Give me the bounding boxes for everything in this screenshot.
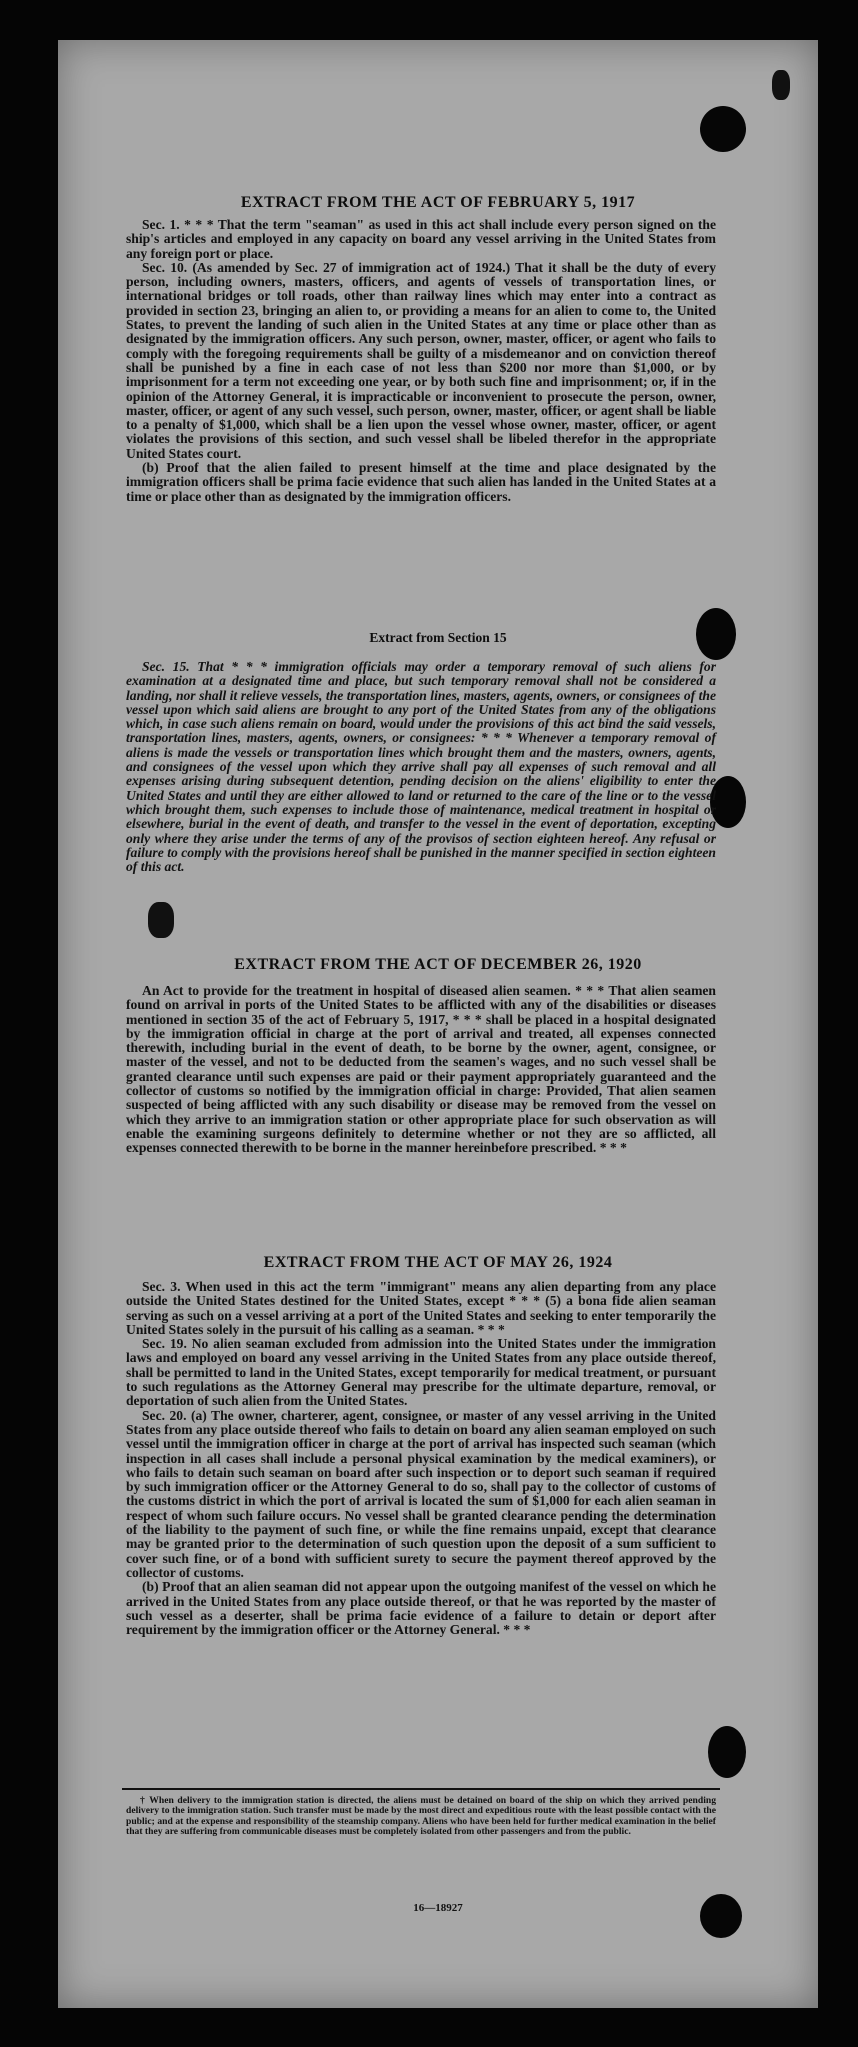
footnote: † When delivery to the immigration station is directed, the aliens must be detained on board of the ship on which they arrived pending delivery to the immigration station. Such transfer must be made by the most direct and expeditious route with the least possible contact with the public; and at the expense and responsibility of the steamship company. Aliens who have been held for further medical examination in the belief that they are suffering from communicable diseases must be completely isolated from other passengers and from the public. — [126, 1795, 716, 1837]
sec-3-paragraph: Sec. 3. When used in this act the term "immigrant" means any alien departing from any place outside the United States destined for the United States, except * * * (5) a bona fide alien seaman serving as such on a vessel arriving at a port of the United States and seeking to enter temporarily the United States solely in the pursuit of his calling as a seaman. * * * — [126, 1279, 716, 1337]
heading-act-1924: EXTRACT FROM THE ACT OF MAY 26, 1924 — [263, 1254, 613, 1271]
ink-smudge — [772, 70, 790, 100]
act-1920-text — [126, 984, 716, 1156]
punch-hole — [700, 106, 746, 152]
punch-hole — [708, 1726, 746, 1778]
sec-15-paragraph: Sec. 15. That * * * immigration officials may order a temporary removal of such aliens for examination at a designated time and place, but such temporary removal shall not be considered a landing, nor shall it relieve vessels, the transportation lines, masters, agents, owners, or consignees of the vessel upon which said aliens are brought to any port of the United States from any of the obligations which, in case such aliens remain on board, would under the provisions of this act bind the said vessels, transportation lines, masters, agents, owners, or consignees: * * * Whenever a temporary removal of aliens is made the vessels or transportation lines which brought them and the masters, owners, agents, and consignees of the vessel upon which they arrive shall pay all expenses of such removal and all expenses arising during subsequent detention, pending decision on the aliens' eligibility to enter the United States and until they are either allowed to land or returned to the care of the line or to the vessel which brought them, such expenses to include those of maintenance, medical treatment in hospital or elsewhere, burial in the event of death, and transfer to the vessel in the event of deportation, excepting only where they arise under the terms of any of the provisos of section eighteen hereof. Any refusal or failure to comply with the provisions hereof shall be punished in the manner specified in section eighteen of this act. — [126, 659, 716, 875]
heading-act-1920: EXTRACT FROM THE ACT OF DECEMBER 26, 1920 — [234, 956, 642, 973]
bleed-through-mark — [108, 124, 118, 168]
ink-smudge — [148, 902, 174, 938]
heading-act-1917: EXTRACT FROM THE ACT OF FEBRUARY 5, 1917 — [240, 194, 636, 211]
sec-10-paragraph: Sec. 10. (As amended by Sec. 27 of immigration act of 1924.) That it shall be the duty of every person, including owners, masters, officers, and agents of vessels of transportation lines, or international bridges or toll roads, other than railway lines which may enter into a contract as provided in section 23, bringing an alien to, or providing a means for an alien to come to, the United States, to prevent the landing of such alien in the United States at any time or place other than as designated by the immigration officers. Any such person, owner, master, officer, or agent who fails to comply with the foregoing requirements shall be guilty of a misdemeanor and on conviction thereof shall be punished by a fine in each case of not less than $200 nor more than $1,000, or by imprisonment for a term not exceeding one year, or by both such fine and imprisonment; or, if in the opinion of the Attorney General, it is impracticable or inconvenient to prosecute the person, owner, master, officer, or agent of any such vessel, such person, owner, master, officer, or agent shall be liable to a penalty of $1,000, which shall be a lien upon the vessel whose owner, master, officer, or agent violates the provisions of this section, and such vessel shall be libeled therefor in the appropriate United States court. — [126, 259, 716, 461]
section-15-text — [126, 660, 716, 874]
punch-hole — [700, 1894, 742, 1938]
act-1917-text — [126, 218, 716, 504]
proof-paragraph: (b) Proof that the alien failed to present himself at the time and place designated by the immigration officers shall be prima facie evidence that such alien has landed in the United States at a time or place other than as designated by the immigration officers. — [126, 460, 716, 504]
act-1920-paragraph: An Act to provide for the treatment in hospital of diseased alien seamen. * * * That alien seamen found on arrival in ports of the United States to be afflicted with any of the disabilities or diseases mentioned in section 35 of the act of February 5, 1917, * * * shall be placed in a hospital designated by the immigration official in charge at the port of arrival and treated, all expenses connected therewith, including burial in the event of death, to be borne by the owner, agent, consignee, or master of the vessel, and not to be deducted from the seamen's wages, and no such vessel shall be granted clearance until such expenses are paid or their payment appropriately guaranteed and the collector of customs so notified by the immigration official in charge: Provided, That alien seamen suspected of being afflicted with any such disability or disease may be removed from the vessel on which they arrive to an immigration station or other appropriate place for such observation as will enable the examining surgeons definitely to determine whether or not they are so afflicted, all expenses connected therewith to be borne in the manner hereinbefore prescribed. * * * — [126, 983, 716, 1156]
sec-19-paragraph: Sec. 19. No alien seaman excluded from admission into the United States under the immigration laws and employed on board any vessel arriving in the United States from any place outside thereof, shall be permitted to land in the United States, except temporarily for medical treatment, or pursuant to such regulations as the Attorney General may prescribe for the ultimate departure, removal, or deportation of such alien from the United States. — [126, 1336, 716, 1409]
sec-20-paragraph: Sec. 20. (a) The owner, charterer, agent, consignee, or master of any vessel arriving in the United States from any place outside thereof who fails to detain on board any alien seaman employed on such vessel until the immigration officer in charge at the port of arrival has inspected such seaman (which inspection in all cases shall include a personal physical examination by the medical examiners), or who fails to detain such seaman on board after such inspection or to deport such seaman if required by such immigration officer or the Attorney General to do so, shall pay to the collector of customs of the customs district in which the port of arrival is located the sum of $1,000 for each alien seaman in respect of whom such failure occurs. No vessel shall be granted clearance pending the determination of the liability to the payment of such fine, or while the fine remains unpaid, except that clearance may be granted prior to the determination of such question upon the deposit of a sum sufficient to cover such fine, or of a bond with sufficient surety to secure the payment thereof approved by the collector of customs. — [126, 1407, 716, 1580]
sec-1-paragraph: Sec. 1. * * * That the term "seaman" as used in this act shall include every person signed on the ship's articles and employed in any capacity on board any vessel arriving in the United States from any foreign port or place. — [126, 217, 716, 261]
footnote-divider — [122, 1788, 720, 1790]
sec-20-b-paragraph: (b) Proof that an alien seaman did not appear upon the outgoing manifest of the vessel on which he arrived in the United States from any place outside thereof, or that he was reported by the master of such vessel as a deserter, shall be prima facie evidence of a failure to detain or deport after requirement by the immigration officer or the Attorney General. * * * — [126, 1579, 716, 1638]
heading-section-15: Extract from Section 15 — [369, 630, 507, 645]
print-code: 16—18927 — [413, 1902, 463, 1914]
act-1924-text — [126, 1280, 716, 1637]
